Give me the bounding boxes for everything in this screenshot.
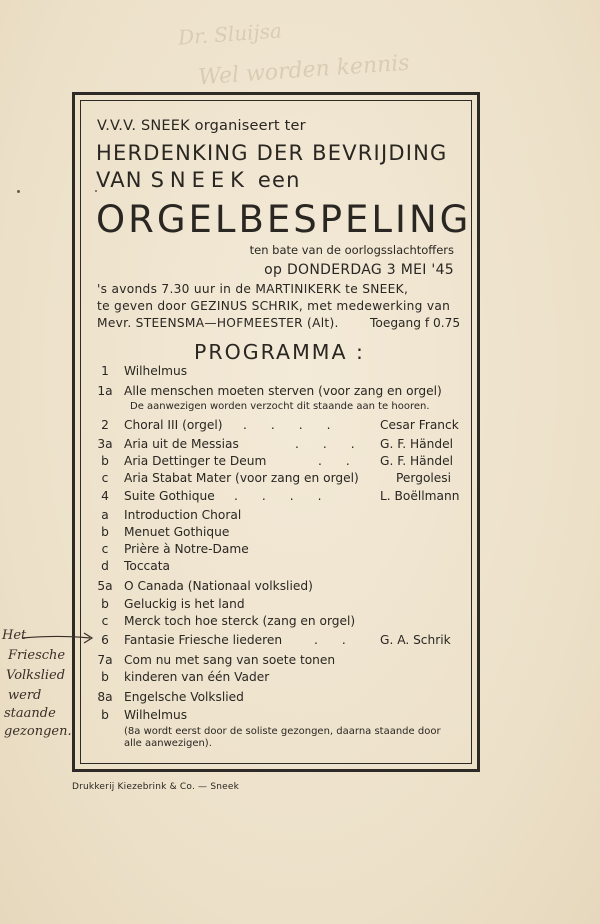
item-title: Choral III (orgel) [124,418,223,432]
organizer-line: V.V.V. SNEEK organiseert ter [97,118,306,134]
note-stand: De aanwezigen worden verzocht dit staande aan te hooren. [130,401,430,412]
item-title: Merck toch hoe sterck (zang en orgel) [124,614,356,628]
margin-word-6: gezongen. [4,724,72,739]
programme-title: PROGRAMMA : [194,340,365,364]
item-title: Aria uit de Messias [124,437,239,451]
title-word-een: een [257,168,301,192]
item-number: 1a [97,384,113,398]
title-word-sneek: SNEEK [150,168,250,192]
item-composer: L. Boëllmann [380,489,460,503]
item-title: Wilhelmus [124,364,188,378]
item-number: b [101,454,109,468]
item-title: Suite Gothique [124,489,215,503]
item-number: 6 [101,633,109,647]
item-number: 8a [97,690,113,704]
item-title: Menuet Gothique [124,525,230,539]
item-number: 5a [97,579,113,593]
note-anthem-line-2: alle aanwezigen). [124,738,212,749]
item-title: Prière à Notre-Dame [124,542,249,556]
details-line-1: 's avonds 7.30 uur in de MARTINIKERK te SNEEK, [97,282,409,296]
item-number: b [101,597,109,611]
item-title: kinderen van één Vader [124,670,270,684]
item-composer: G. F. Händel [380,454,453,468]
item-number: b [101,525,109,539]
item-number: 4 [101,489,109,503]
item-number: c [101,614,109,628]
ink-spot [17,190,20,193]
item-title: Wilhelmus [124,708,188,722]
item-number: 2 [101,418,109,432]
margin-word-1: Het [2,628,27,643]
leader-dots: .... [243,418,355,432]
faint-handwriting-1: Dr. Sluijsa [177,18,283,50]
benefit-line: ten bate van de oorlogsslachtoffers [249,243,454,257]
details-line-3: Mevr. STEENSMA—HOFMEESTER (Alt). [97,316,339,330]
leader-dots: .. [314,633,370,647]
item-title: Toccata [124,559,170,573]
leader-dots: .... [234,489,346,503]
item-number: c [101,542,109,556]
item-title: Aria Stabat Mater (voor zang en orgel) [124,471,359,485]
margin-word-4: werd [8,688,42,703]
entrance-fee: Toegang f 0.75 [370,316,461,330]
main-title: ORGELBESPELING [96,198,472,241]
item-title: Fantasie Friesche liederen [124,633,283,647]
note-anthem-line-1: (8a wordt eerst door de soliste gezongen, daarna staande door [124,726,441,737]
faint-handwriting-2: Wel worden kennis [197,50,411,91]
event-date: op DONDERDAG 3 MEI '45 [264,262,454,278]
item-title: Geluckig is het land [124,597,245,611]
item-number: 3a [97,437,113,451]
title-word-van: VAN [96,168,143,192]
item-title: Com nu met sang van soete tonen [124,653,336,667]
item-title: Aria Dettinger te Deum [124,454,267,468]
item-number: a [101,508,109,522]
title-line-2 [96,168,301,192]
item-title: Introduction Choral [124,508,242,522]
item-number: b [101,708,109,722]
item-number: 1 [101,364,109,378]
details-line-2: te geven door GEZINUS SCHRIK, met medewerking van [97,299,451,313]
item-composer: G. F. Händel [380,437,453,451]
margin-word-5: staande [4,706,56,721]
item-composer: Cesar Franck [380,418,459,432]
item-number: 7a [97,653,113,667]
leader-dots: .. [318,454,374,468]
item-title: Alle menschen moeten sterven (voor zang en orgel) [124,384,442,398]
item-number: d [101,559,109,573]
margin-word-2: Friesche [8,648,66,663]
leader-dots: ... [295,437,379,451]
item-composer: G. A. Schrik [380,633,451,647]
item-composer: Pergolesi [396,471,452,485]
item-title: Engelsche Volkslied [124,690,244,704]
margin-word-3: Volkslied [6,668,66,683]
title-line-1: HERDENKING DER BEVRIJDING [96,141,448,165]
printer-imprint: Drukkerij Kiezebrink & Co. — Sneek [72,782,240,792]
item-title: O Canada (Nationaal volkslied) [124,579,313,593]
item-number: c [101,471,109,485]
item-number: b [101,670,109,684]
